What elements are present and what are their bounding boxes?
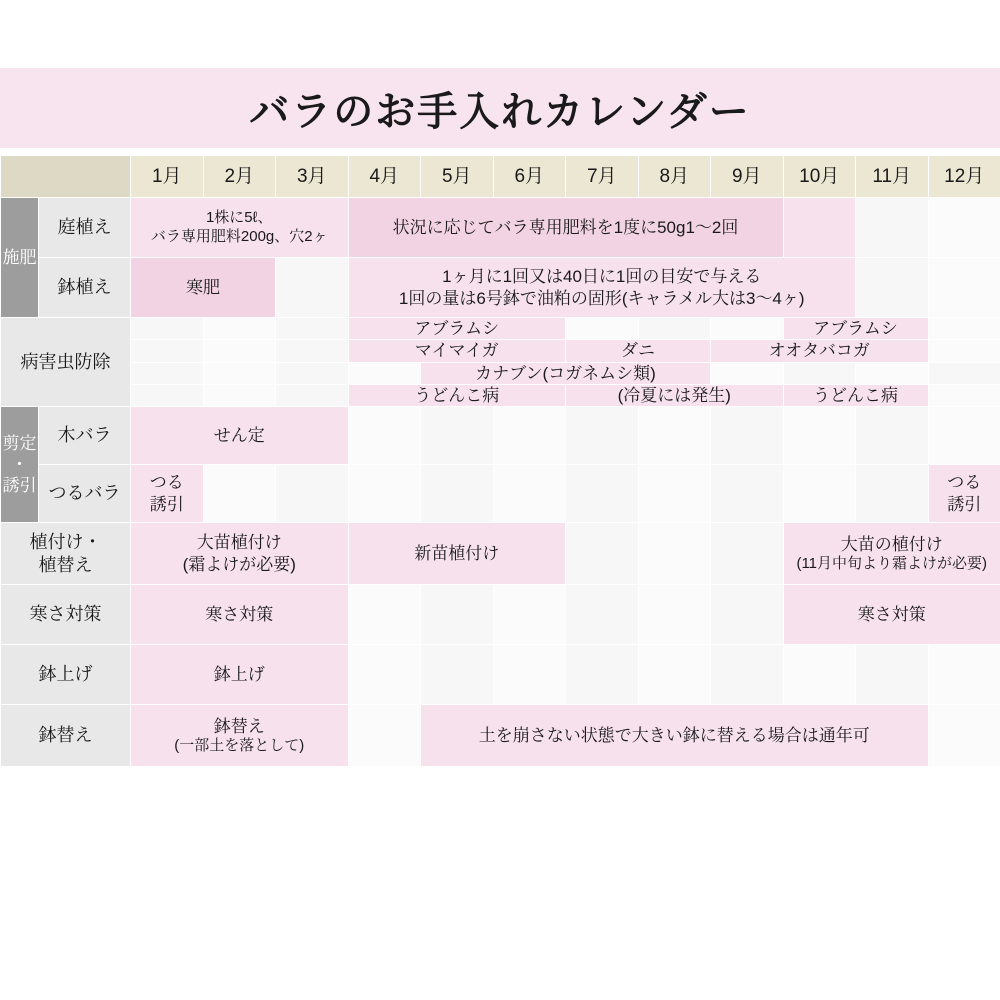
cell-samusa-m7 <box>566 585 639 645</box>
cell-pest1-m7 <box>566 318 639 340</box>
cell-pest1-m12 <box>928 318 1000 340</box>
cell-pest1-m8 <box>638 318 711 340</box>
cell-tsuru-m4 <box>348 465 421 523</box>
bar-aburamushi-spring: アブラムシ <box>348 318 566 340</box>
table-row-hachigae <box>1 705 1000 767</box>
cell-hachiage-m12 <box>928 645 1000 705</box>
cell-niwaue-m10 <box>783 198 856 258</box>
page-title: バラのお手入れカレンダー <box>249 89 751 134</box>
table-row-pest-1 <box>1 318 1000 340</box>
bar-oonae-spring-line1: 大苗植付け <box>196 533 282 553</box>
cell-pest3-m3 <box>276 362 349 384</box>
bar-niwaue-line2: バラ専用肥料200g、穴2ヶ <box>150 227 328 245</box>
row-label-samusa: 寒さ対策 <box>1 585 131 645</box>
cell-tsuru-m5 <box>421 465 494 523</box>
cell-samusa-m4 <box>348 585 421 645</box>
bar-tsuru-dec-line1: つる <box>947 473 982 493</box>
group-label-shihi-text: 施肥 <box>2 247 37 267</box>
cell-uetsuke-m9 <box>711 523 784 585</box>
cell-pest3-m10 <box>783 362 856 384</box>
care-calendar-table <box>0 155 1000 767</box>
cell-pest4-m1 <box>131 384 204 406</box>
header-month-12: 12月 <box>928 156 1000 198</box>
cell-pest3-m1 <box>131 362 204 384</box>
cell-hachigae-m12 <box>928 705 1000 767</box>
cell-pest4-m2 <box>203 384 276 406</box>
cell-pest4-m12 <box>928 384 1000 406</box>
cell-pest1-m3 <box>276 318 349 340</box>
header-month-10: 10月 <box>783 156 856 198</box>
header-month-7: 7月 <box>566 156 639 198</box>
cell-pest2-m12 <box>928 340 1000 362</box>
cell-pest3-m2 <box>203 362 276 384</box>
title-band <box>0 68 1000 148</box>
group-label-shihi <box>1 198 39 318</box>
cell-kibara-m6 <box>493 407 566 465</box>
bar-udonko-spring: うどんこ病 <box>348 384 566 406</box>
cell-pest3-m4 <box>348 362 421 384</box>
table-row-uetsuke <box>1 523 1000 585</box>
group-label-sentei-line1: 剪定 <box>2 433 37 453</box>
cell-pest3-m12 <box>928 362 1000 384</box>
bar-shinnae: 新苗植付け <box>348 523 566 585</box>
cell-kibara-m4 <box>348 407 421 465</box>
cell-uetsuke-m7 <box>566 523 639 585</box>
bar-oonae-autumn <box>783 523 1000 585</box>
bar-niwaue-kanpi-dose <box>131 198 349 258</box>
bar-aburamushi-autumn: アブラムシ <box>783 318 928 340</box>
bar-tsuru-winter-dec <box>928 465 1000 523</box>
header-month-8: 8月 <box>638 156 711 198</box>
cell-kibara-m10 <box>783 407 856 465</box>
bar-samusa-winter-late: 寒さ対策 <box>783 585 1000 645</box>
cell-samusa-m5 <box>421 585 494 645</box>
cell-tsuru-m11 <box>856 465 929 523</box>
row-label-uetsuke-line1: 植付け・ <box>29 532 102 552</box>
bar-hachigae-line1: 鉢替え <box>213 716 265 736</box>
cell-samusa-m8 <box>638 585 711 645</box>
cell-kibara-m5 <box>421 407 494 465</box>
table-row-pest-3 <box>1 362 1000 384</box>
bar-niwaue-line1: 1株に5ℓ、 <box>205 208 273 226</box>
row-label-uetsuke <box>1 523 131 585</box>
header-month-3: 3月 <box>276 156 349 198</box>
cell-tsuru-m2 <box>203 465 276 523</box>
row-label-kibara: 木バラ <box>39 407 131 465</box>
bar-hachiage: 鉢上げ <box>131 645 349 705</box>
header-month-9: 9月 <box>711 156 784 198</box>
bar-tsuru-jan-line2: 誘引 <box>149 494 184 514</box>
table-row-samusa <box>1 585 1000 645</box>
cell-tsuru-m8 <box>638 465 711 523</box>
cell-hachiage-m10 <box>783 645 856 705</box>
group-label-sentei-line3: 誘引 <box>2 476 37 496</box>
table-row-hachiage <box>1 645 1000 705</box>
header-month-1: 1月 <box>131 156 204 198</box>
cell-hachiue-m11 <box>856 258 929 318</box>
group-label-sentei <box>1 407 39 523</box>
bar-hachiue-line2: 1回の量は6号鉢で油粕の固形(キャラメル大は3～4ヶ) <box>398 288 805 308</box>
bar-oonae-spring-line2: (霜よけが必要) <box>182 554 296 574</box>
cell-pest3-m9 <box>711 362 784 384</box>
row-label-uetsuke-line2: 植替え <box>38 554 93 575</box>
row-label-hachiue: 鉢植え <box>39 258 131 318</box>
cell-pest2-m1 <box>131 340 204 362</box>
cell-uetsuke-m8 <box>638 523 711 585</box>
cell-pest4-m3 <box>276 384 349 406</box>
cell-kibara-m12 <box>928 407 1000 465</box>
row-label-tsurubara: つるバラ <box>39 465 131 523</box>
table-header-row <box>1 156 1000 198</box>
header-month-4: 4月 <box>348 156 421 198</box>
cell-tsuru-m7 <box>566 465 639 523</box>
cell-samusa-m9 <box>711 585 784 645</box>
row-label-hachiage: 鉢上げ <box>1 645 131 705</box>
bar-dani: ダニ <box>566 340 711 362</box>
header-month-5: 5月 <box>421 156 494 198</box>
table-row-niwaue <box>1 198 1000 258</box>
row-label-byogaichu: 病害虫防除 <box>1 318 131 407</box>
bar-niwaue-seasonal: 状況に応じてバラ専用肥料を1度に50g1～2回 <box>348 198 783 258</box>
cell-kibara-m8 <box>638 407 711 465</box>
bar-tsuru-jan-line1: つる <box>149 473 184 493</box>
cell-tsuru-m6 <box>493 465 566 523</box>
cell-niwaue-m11 <box>856 198 929 258</box>
cell-tsuru-m3 <box>276 465 349 523</box>
bar-kanabun: カナブン(コガネムシ類) <box>421 362 711 384</box>
cell-hachiage-m8 <box>638 645 711 705</box>
cell-pest2-m3 <box>276 340 349 362</box>
cell-hachiage-m7 <box>566 645 639 705</box>
bar-ootabakoga: オオタバコガ <box>711 340 929 362</box>
bar-tsuru-winter-jan <box>131 465 204 523</box>
bar-hachigae-year-round: 土を崩さない状態で大きい鉢に替える場合は通年可 <box>421 705 929 767</box>
cell-samusa-m6 <box>493 585 566 645</box>
cell-tsuru-m9 <box>711 465 784 523</box>
cell-hachiage-m11 <box>856 645 929 705</box>
group-label-sentei-line2: ・ <box>11 454 28 474</box>
header-month-2: 2月 <box>203 156 276 198</box>
row-label-niwaue: 庭植え <box>39 198 131 258</box>
cell-hachiage-m5 <box>421 645 494 705</box>
table-row-kibara <box>1 407 1000 465</box>
bar-oonae-autumn-line1: 大苗の植付け <box>840 534 943 554</box>
table-row-pest-2 <box>1 340 1000 362</box>
cell-pest1-m2 <box>203 318 276 340</box>
cell-kibara-m7 <box>566 407 639 465</box>
cell-tsuru-m10 <box>783 465 856 523</box>
cell-hachiue-m3 <box>276 258 349 318</box>
header-month-11: 11月 <box>856 156 929 198</box>
cell-pest1-m1 <box>131 318 204 340</box>
cell-hachiage-m4 <box>348 645 421 705</box>
cell-pest1-m9 <box>711 318 784 340</box>
row-label-hachigae: 鉢替え <box>1 705 131 767</box>
bar-sentei: せん定 <box>131 407 349 465</box>
header-month-6: 6月 <box>493 156 566 198</box>
bar-hachiue-line1: 1ヶ月に1回又は40日に1回の目安で与える <box>442 267 762 287</box>
bar-oonae-spring <box>131 523 349 585</box>
cell-hachiage-m9 <box>711 645 784 705</box>
bar-reika: (冷夏には発生) <box>566 384 784 406</box>
bar-udonko-autumn: うどんこ病 <box>783 384 928 406</box>
bar-hachigae-winter <box>131 705 349 767</box>
bar-tsuru-dec-line2: 誘引 <box>947 494 982 514</box>
bar-maimaiga: マイマイガ <box>348 340 566 362</box>
bar-kanpi: 寒肥 <box>131 258 276 318</box>
cell-niwaue-m12 <box>928 198 1000 258</box>
cell-kibara-m11 <box>856 407 929 465</box>
table-row-hachiue <box>1 258 1000 318</box>
cell-hachiue-m12 <box>928 258 1000 318</box>
bar-samusa-winter-early: 寒さ対策 <box>131 585 349 645</box>
cell-pest2-m2 <box>203 340 276 362</box>
table-row-pest-4 <box>1 384 1000 406</box>
cell-kibara-m9 <box>711 407 784 465</box>
header-corner <box>1 156 131 198</box>
cell-hachigae-m4 <box>348 705 421 767</box>
bar-hachigae-line2: (一部土を落として) <box>174 736 305 754</box>
cell-pest3-m11 <box>856 362 929 384</box>
table-row-tsurubara <box>1 465 1000 523</box>
cell-hachiage-m6 <box>493 645 566 705</box>
bar-hachiue-dose <box>348 258 856 318</box>
bar-oonae-autumn-line2: (11月中旬より霜よけが必要) <box>796 554 988 572</box>
